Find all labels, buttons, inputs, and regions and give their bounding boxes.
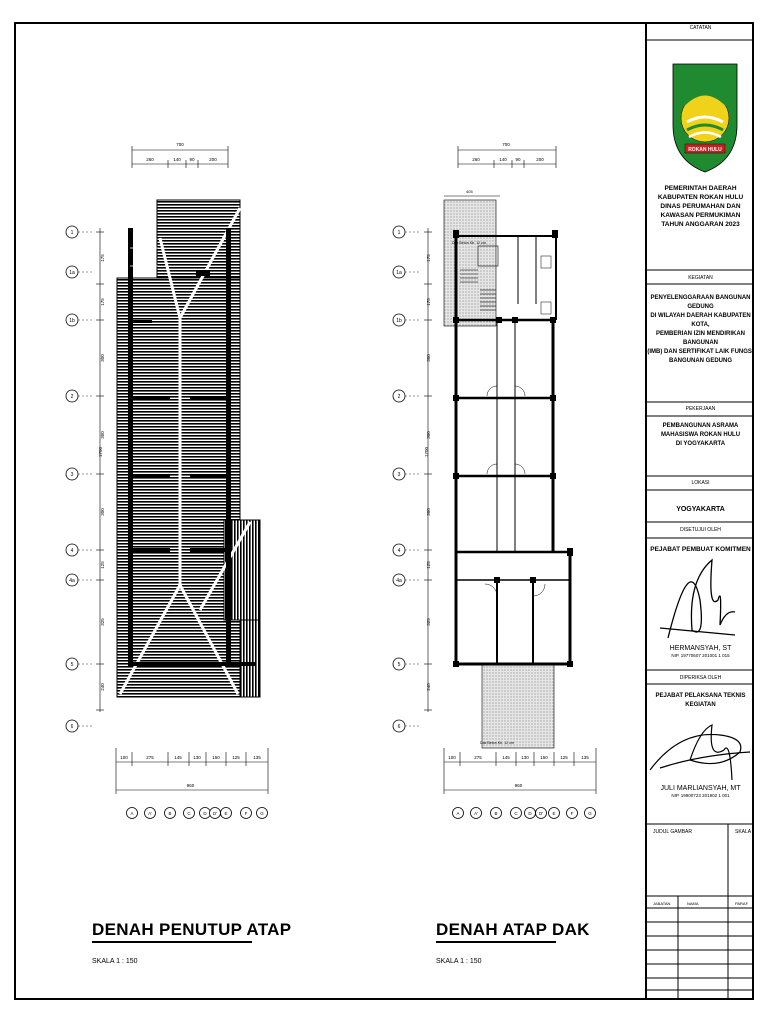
- top-dim: 140: [173, 157, 181, 162]
- kegiatan-line-3: PEMBERIAN IZIN MENDIRIKAN BANGUNAN: [655, 331, 745, 346]
- paraf-label: PARAF: [735, 901, 749, 906]
- bottom-total-dim: 960: [186, 783, 195, 788]
- side-dim: 325: [100, 618, 105, 626]
- title-block: [645, 22, 754, 1000]
- top-dim: 140: [499, 157, 507, 162]
- right-row-bubble-label: 6: [397, 724, 401, 730]
- left-col-bubble-label: E: [224, 811, 228, 816]
- left-row-bubble-label: 2: [70, 394, 74, 400]
- top-dim: 260: [146, 157, 154, 162]
- left-roof-plan: [96, 146, 268, 794]
- top-dim: 200: [209, 157, 217, 162]
- right-row-bubble-label: 1a: [396, 270, 402, 276]
- right-row-bubble-label: 4a: [396, 578, 402, 584]
- left-row-bubble-label: 6: [70, 724, 74, 730]
- top-total-dim: 700: [502, 142, 510, 147]
- right-row-bubble-label: 1b: [396, 318, 402, 324]
- right-row-bubble-label: 2: [397, 394, 401, 400]
- pekerjaan-label: PEKERJAAN: [685, 406, 716, 412]
- jabatan-label: JABATAN: [653, 901, 671, 906]
- lokasi-value: YOGYAKARTA: [676, 506, 725, 513]
- slab-note-top: Dak Beton Kb. 12 cm: [452, 241, 486, 245]
- pejabat1-nip: NIP. 19770607 201001 1 015: [671, 653, 730, 658]
- agency-line-3: DINAS PERUMAHAN DAN: [660, 203, 741, 210]
- side-dim: 175: [100, 298, 105, 306]
- pejabat1-role: PEJABAT PEMBUAT KOMITMEN: [650, 546, 751, 553]
- pejabat2-nip: NIP. 19900723 201902 1 001: [671, 793, 730, 798]
- right-col-bubble-label: F: [570, 811, 574, 816]
- bottom-dim: 125: [560, 755, 568, 760]
- top-total-dim: 700: [176, 142, 184, 147]
- left-column-grid-bubbles: [127, 808, 268, 819]
- kegiatan-line-1: PENYELENGGARAAN BANGUNAN GEDUNG: [650, 295, 751, 310]
- bottom-dim: 135: [581, 755, 589, 760]
- agency-line-4: KAWASAN PERMUKIMAN: [660, 212, 741, 219]
- right-plan-title: DENAH ATAP DAK: [436, 920, 590, 939]
- side-dim: 175: [426, 298, 431, 306]
- small-dim-text: 405: [466, 189, 473, 194]
- right-row-bubble-label: 4: [397, 548, 401, 554]
- right-col-bubble-label: A: [456, 811, 460, 816]
- right-row-bubble-label: 1: [397, 230, 401, 236]
- left-col-bubble-label: D: [203, 811, 207, 816]
- side-dim: 175: [100, 254, 105, 262]
- left-row-bubble-label: 4: [70, 548, 74, 554]
- side-dim: 240: [426, 683, 431, 691]
- right-col-bubble-label: D': [538, 811, 544, 816]
- diperiksa-label: DIPERIKSA OLEH: [679, 675, 722, 681]
- left-title-underline: [92, 941, 252, 943]
- side-dim: 125: [426, 561, 431, 569]
- agency-line-2: KABUPATEN ROKAN HULU: [657, 194, 744, 201]
- bottom-dim: 150: [212, 755, 220, 760]
- bottom-dim: 150: [540, 755, 548, 760]
- right-slab-bottom: [482, 664, 554, 748]
- left-col-bubble-label: B: [168, 811, 172, 816]
- left-col-bubble-label: F: [244, 811, 248, 816]
- side-dim: 300: [426, 431, 431, 439]
- left-row-bubble-label: 3: [70, 472, 74, 478]
- left-plan-scale: SKALA 1 : 150: [92, 958, 138, 965]
- side-dim: 300: [426, 354, 431, 362]
- left-col-bubble-label: C: [187, 811, 191, 816]
- right-col-bubble-label: C: [514, 811, 518, 816]
- left-roof-covering: [117, 200, 260, 697]
- logo-text: ROKAN HULU: [688, 147, 722, 153]
- right-column-grid-bubbles: [453, 808, 596, 819]
- kegiatan-block: [647, 294, 754, 366]
- pekerjaan-block: [647, 422, 754, 449]
- right-title-underline: [436, 941, 556, 943]
- side-dim: 300: [100, 354, 105, 362]
- side-total-dim: 1700: [424, 446, 429, 458]
- pekerjaan-line-2: MAHASISWA ROKAN HULU: [660, 432, 741, 438]
- bottom-dim: 275: [146, 755, 154, 760]
- top-dim: 260: [472, 157, 480, 162]
- top-dim: 90: [515, 157, 521, 162]
- left-row-bubble-label: 1b: [69, 318, 75, 324]
- side-dim: 300: [426, 508, 431, 516]
- bottom-dim: 125: [232, 755, 240, 760]
- side-dim: 300: [100, 508, 105, 516]
- left-row-bubble-label: 5: [70, 662, 74, 668]
- pejabat2-role: PEJABAT PELAKSANA TEKNIS KEGIATAN: [655, 693, 746, 708]
- kegiatan-line-5: BANGUNAN GEDUNG: [669, 358, 732, 364]
- left-col-bubble-label: G: [260, 811, 264, 816]
- disetujui-label: DISETUJUI OLEH: [680, 527, 721, 533]
- bottom-dim: 275: [474, 755, 482, 760]
- side-dim: 125: [100, 561, 105, 569]
- judul-gambar-label: JUDUL GAMBAR: [653, 829, 692, 835]
- kegiatan-label: KEGIATAN: [688, 275, 713, 281]
- right-col-bubble-label: A': [474, 811, 478, 816]
- left-row-grid-bubbles: [66, 226, 94, 732]
- right-plan-scale: SKALA 1 : 150: [436, 958, 482, 965]
- left-row-bubble-label: 1a: [69, 270, 75, 276]
- agency-line-1: PEMERINTAH DAERAH: [664, 185, 737, 192]
- bottom-dim: 135: [253, 755, 261, 760]
- left-col-bubble-label: A': [148, 811, 152, 816]
- agency-line-5: TAHUN ANGGARAN 2023: [661, 221, 740, 228]
- pekerjaan-line-3: DI YOGYAKARTA: [675, 441, 726, 447]
- left-col-bubble-label: A: [130, 811, 134, 816]
- left-row-bubble-label: 1: [70, 230, 74, 236]
- kegiatan-line-4: (IMB) DAN SERTIFIKAT LAIK FUNGSI: [647, 349, 754, 355]
- right-col-bubble-label: E: [552, 811, 556, 816]
- agency-block: [647, 184, 754, 229]
- nama-label: NAMA: [687, 901, 699, 906]
- bottom-dim: 145: [174, 755, 182, 760]
- skala-label: SKALA: [735, 829, 752, 835]
- catatan-row: [647, 22, 754, 40]
- right-col-bubble-label: B: [494, 811, 498, 816]
- catatan-label: CATATAN: [689, 25, 712, 31]
- lokasi-label: LOKASI: [691, 480, 710, 486]
- bottom-dim: 100: [448, 755, 456, 760]
- right-row-grid-bubbles: [393, 226, 421, 732]
- bottom-dim: 130: [521, 755, 529, 760]
- bottom-total-dim: 960: [514, 783, 523, 788]
- side-dim: 175: [426, 254, 431, 262]
- pejabat1-name: HERMANSYAH, ST: [669, 645, 732, 652]
- left-plan-title: DENAH PENUTUP ATAP: [92, 920, 292, 939]
- pejabat2-name: JULI MARLIANSYAH, MT: [660, 785, 741, 792]
- right-slab-plan: [424, 146, 596, 794]
- bottom-dim: 130: [193, 755, 201, 760]
- top-dim: 90: [189, 157, 195, 162]
- right-col-bubble-label: D: [528, 811, 532, 816]
- kegiatan-line-2: DI WILAYAH DAERAH KABUPATEN KOTA,: [650, 313, 751, 328]
- side-dim: 300: [100, 431, 105, 439]
- bottom-dim: 145: [502, 755, 510, 760]
- side-dim: 240: [100, 683, 105, 691]
- side-total-dim: 1700: [98, 446, 103, 458]
- bottom-dim: 100: [120, 755, 128, 760]
- left-col-bubble-label: D': [212, 811, 218, 816]
- side-dim: 325: [426, 618, 431, 626]
- right-row-bubble-label: 3: [397, 472, 401, 478]
- left-row-bubble-label: 4a: [69, 578, 75, 584]
- right-col-bubble-label: G: [588, 811, 592, 816]
- top-dim: 200: [536, 157, 544, 162]
- pekerjaan-line-1: PEMBANGUNAN ASRAMA: [662, 423, 739, 429]
- right-top-dimensions: [444, 146, 556, 196]
- right-row-bubble-label: 5: [397, 662, 401, 668]
- right-slab-top: [444, 200, 496, 326]
- slab-note-bottom: Dak Beton Kb. 12 cm: [480, 741, 514, 745]
